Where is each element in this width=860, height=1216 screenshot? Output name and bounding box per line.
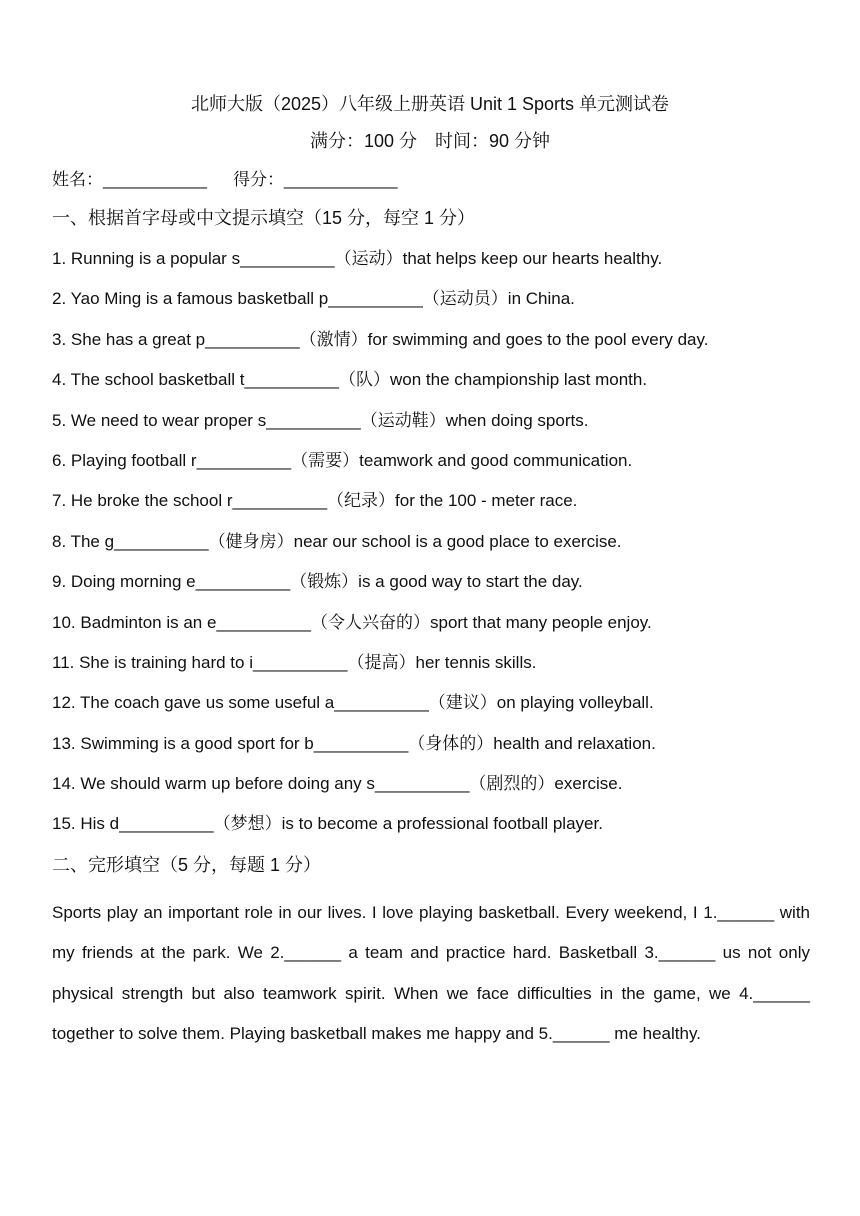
question-item: 15. His d__________（梦想）is to become a professional football player. [52,814,603,834]
question-list [52,247,812,853]
question-item: 1. Running is a popular s__________（运动）that helps keep our hearts healthy. [52,249,663,268]
question-item: 11. She is training hard to i__________（提高）her tennis skills. [52,652,537,672]
cloze-passage: Sports play an important role in our lives. I love playing basketball. Every weekend, I 1.______ with my friends at the park. We 2.______ a team and practice hard. Basketball 3.______ us not only physical strength but also teamwork spirit. When we face difficulties in the game, we 4.______ together to solve them. Playing basketball makes me happy and 5.______ me healthy. [52,903,810,1044]
question-item: 6. Playing football r__________（需要）teamwork and good communication. [52,450,633,470]
page-subtitle: 满分：100 分 时间：90 分钟 [309,131,551,151]
section-heading-cloze: 二、完形填空（5 分，每题 1 分） [52,855,322,875]
question-item: 2. Yao Ming is a famous basketball p__________（运动员）in China. [52,289,575,309]
question-item: 14. We should warm up before doing any s__________（剧烈的）exercise. [52,774,623,794]
question-item: 5. We need to wear proper s__________（运动鞋）when doing sports. [52,410,589,430]
question-item: 9. Doing morning e__________（锻炼）is a good way to start the day. [52,572,583,592]
page-title: 北师大版（2025）八年级上册英语 Unit 1 Sports 单元测试卷 [190,94,670,114]
question-item: 12. The coach gave us some useful a__________（建议）on playing volleyball. [52,693,654,713]
section-heading-fill-in: 一、根据首字母或中文提示填空（15 分，每空 1 分） [52,208,476,228]
name-field: 姓名：___________ [52,170,208,189]
question-item: 8. The g__________（健身房）near our school is a good place to exercise. [52,531,622,551]
question-item: 3. She has a great p__________（激情）for swimming and goes to the pool every day. [52,329,709,349]
question-item: 7. He broke the school r__________（纪录）for the 100 - meter race. [52,491,578,511]
question-item: 13. Swimming is a good sport for b__________（身体的）health and relaxation. [52,733,656,753]
question-item: 4. The school basketball t__________（队）won the championship last month. [52,370,648,390]
score-field: 得分：____________ [233,170,398,189]
question-item: 10. Badminton is an e__________（令人兴奋的）sport that many people enjoy. [52,612,652,632]
student-info-line [52,168,397,192]
